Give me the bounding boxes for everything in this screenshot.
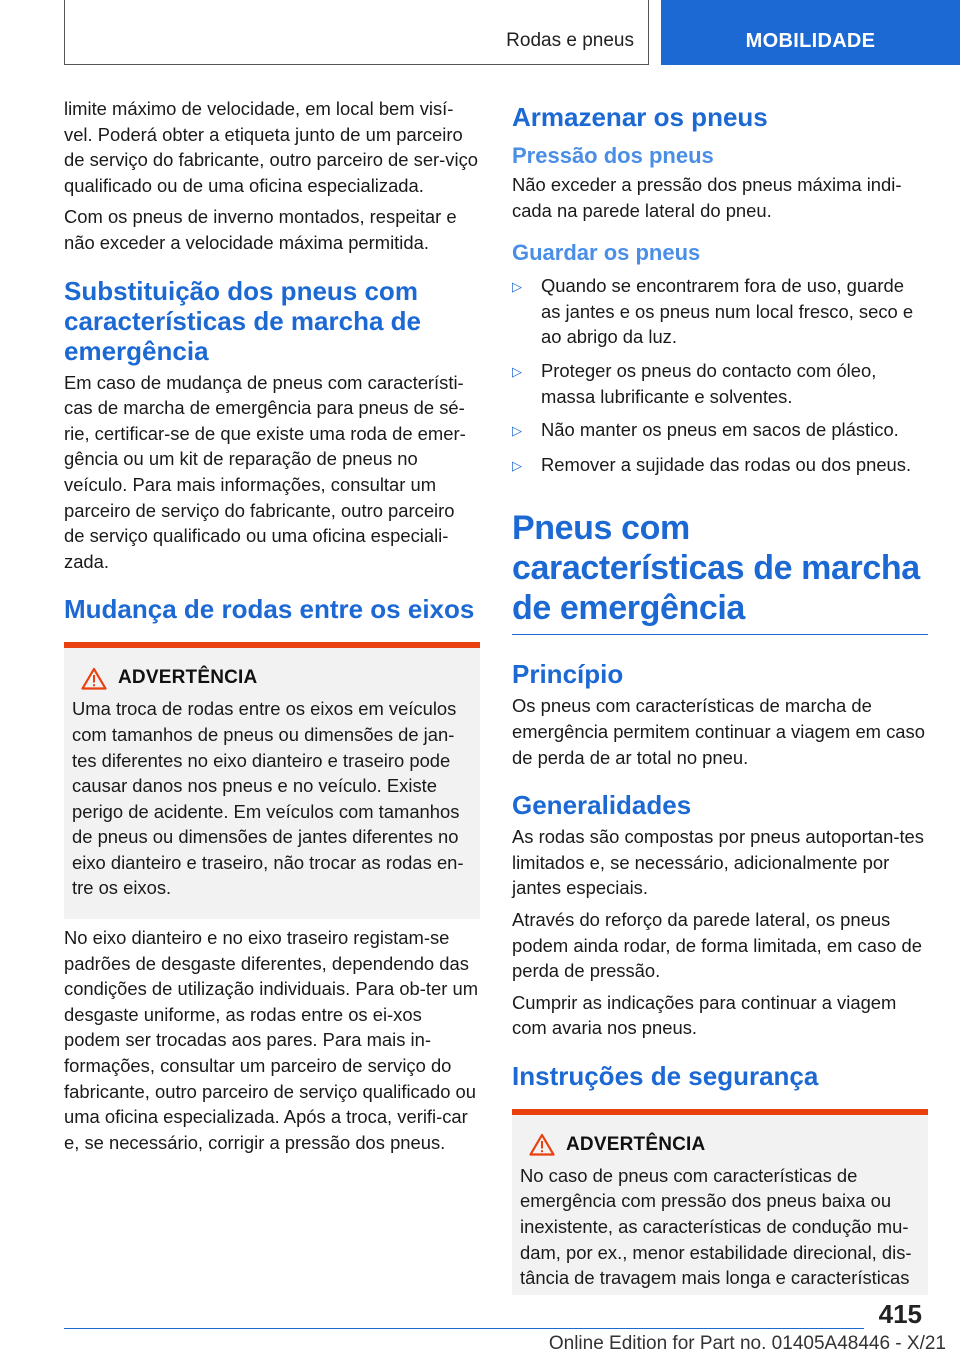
warning-header xyxy=(72,664,472,692)
heading-principle: Princípio xyxy=(512,659,624,690)
list-item xyxy=(512,358,928,409)
heading-keep-tyres: Guardar os pneus xyxy=(512,240,701,266)
list-item-text: Quando se encontrarem fora de uso, guarde as jantes e os pneus num local fresco, seco e ao abrigo da luz. xyxy=(541,275,914,348)
warning-header xyxy=(520,1131,920,1159)
paragraph-runflat-replacement: Em caso de mudança de pneus com característi-cas de marcha de emergência para pneus de sé-rie, certificar-se de que existe uma roda de emer-gência ou um kit de reparação de pneus no veículo. Para mais informações, consultar um parceiro de serviço do fabricante, outro parceiro de serviço qualificado ou uma oficina especiali-zada. xyxy=(64,371,466,572)
list-item-text: Não manter os pneus em sacos de plástico. xyxy=(541,419,899,441)
right-column xyxy=(512,96,928,1295)
triangle-right-icon: ▷ xyxy=(512,363,522,379)
warning-title: ADVERTÊNCIA xyxy=(118,667,258,689)
header-section-box xyxy=(64,0,649,65)
paragraph-general-1: As rodas são compostas por pneus autoportan-tes limitados e, se necessário, adicionalmente por jantes especiais. xyxy=(512,826,924,899)
list-item xyxy=(512,417,928,444)
heading-wheel-swap: Mudança de rodas entre os eixos xyxy=(64,594,475,625)
list-item xyxy=(512,452,928,479)
paragraph-speed-label: limite máximo de velocidade, em local bem visí-vel. Poderá obter a etiqueta junto de um parceiro de serviço do fabricante, outro parceiro de ser-viço qualificado ou de uma oficina especializada. xyxy=(64,98,478,196)
header-chapter-tab xyxy=(661,0,960,65)
paragraph-general-2: Através do reforço da parede lateral, os pneus podem ainda rodar, de forma limitada, em caso de perda de pressão. xyxy=(512,908,922,982)
warning-triangle-icon xyxy=(520,1133,564,1156)
footer-edition: Online Edition for Part no. 01405A48446 - X/21 xyxy=(548,1333,946,1354)
paragraph-wear-patterns: No eixo dianteiro e no eixo traseiro registam-se padrões de desgaste diferentes, dependendo das condições de utilização individuais. Para ob-ter um desgaste uniforme, as rodas entre os ei-xos podem ser trocadas aos pares. Para mais in-formações, consultar um parceiro de serviço do fabricante, outro parceiro de serviço qualificado ou uma oficina especializada. Após a troca, verifi-car e, se necessário, corrigir a pressão dos pneus. xyxy=(64,927,479,1153)
warning-title: ADVERTÊNCIA xyxy=(566,1133,706,1155)
warning-triangle-icon xyxy=(72,667,116,690)
footer-rule xyxy=(64,1328,864,1329)
list-item-text: Remover a sujidade das rodas ou dos pneus. xyxy=(541,453,912,475)
triangle-right-icon: ▷ xyxy=(512,457,522,473)
heading-store-tyres: Armazenar os pneus xyxy=(512,102,768,132)
paragraph-principle: Os pneus com características de marcha de emergência permitem continuar a viagem em caso de perda de ar total no pneu. xyxy=(512,695,925,768)
chapter-heading-block xyxy=(512,508,928,635)
left-column xyxy=(64,96,480,1161)
heading-safety: Instruções de segurança xyxy=(512,1060,819,1091)
paragraph-general-3: Cumprir as indicações para continuar a viagem com avaria nos pneus. xyxy=(512,991,897,1039)
paragraph-winter-speed: Com os pneus de inverno montados, respeitar e não exceder a velocidade máxima permitida. xyxy=(64,206,457,253)
warning-box-wheel-swap xyxy=(64,642,480,919)
triangle-right-icon: ▷ xyxy=(512,423,522,439)
paragraph-tyre-pressure: Não exceder a pressão dos pneus máxima indi-cada na parede lateral do pneu. xyxy=(512,174,902,221)
heading-runflat-tyres: Pneus com características de marcha de emergência xyxy=(512,509,920,628)
list-item-text: Proteger os pneus do contacto com óleo, massa lubrificante e solventes. xyxy=(541,359,877,407)
heading-tyre-pressure: Pressão dos pneus xyxy=(512,143,714,168)
header-section-title: Rodas e pneus xyxy=(506,30,634,51)
warning-box-safety xyxy=(512,1109,928,1295)
warning-text: Uma troca de rodas entre os eixos em veículos com tamanhos de pneus ou dimensões de jan-tes diferentes no eixo dianteiro e traseiro pode causar danos nos pneus e no veículo. Existe perigo de acidente. Em veículos com tamanhos de pneus ou dimensões de jantes diferentes no eixo dianteiro e traseiro, não trocar as rodas en-tre os eixos. xyxy=(72,698,464,899)
storage-bullet-list xyxy=(512,273,928,478)
heading-general: Generalidades xyxy=(512,790,692,821)
page-number: 415 xyxy=(878,1299,922,1329)
heading-runflat-replacement: Substituição dos pneus com características de marcha de emergência xyxy=(64,275,421,366)
warning-text: No caso de pneus com características de emergência com pressão dos pneus baixa ou inexistente, as características de condução mu-dam, por ex., menor estabilidade direcional, dis-tância de travagem mais longa e características xyxy=(520,1164,912,1289)
list-item xyxy=(512,273,928,350)
header-chapter-title: MOBILIDADE xyxy=(745,30,876,52)
triangle-right-icon: ▷ xyxy=(512,279,522,295)
